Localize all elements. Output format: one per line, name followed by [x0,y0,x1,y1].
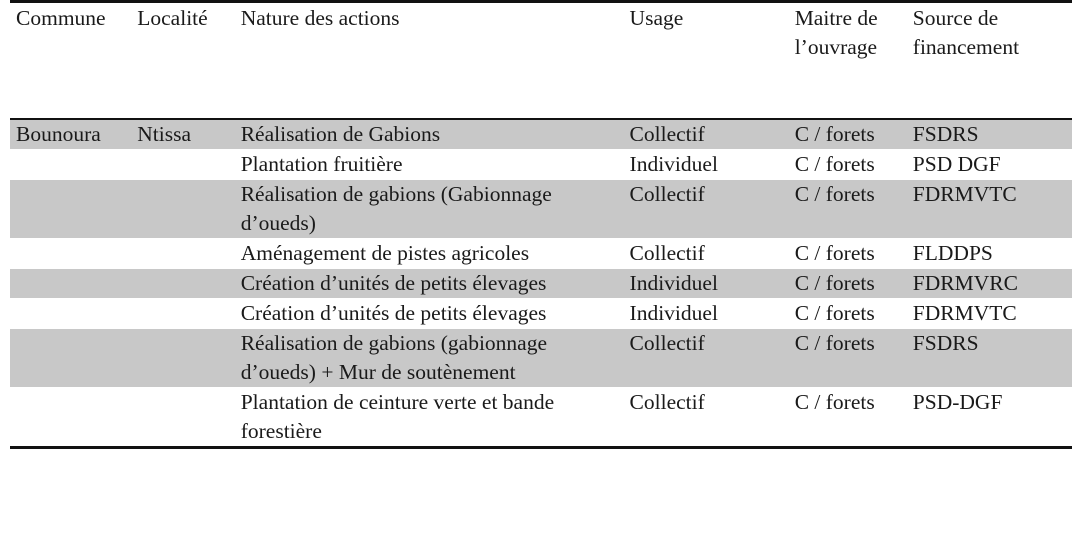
cell-source: FSDRS [907,329,1072,388]
cell-maitre: C / forets [789,269,907,299]
cell-localite: Ntissa [131,119,234,150]
cell-maitre: C / forets [789,180,907,239]
cell-usage: Individuel [624,269,789,299]
cell-usage: Individuel [624,150,789,180]
cell-nature: Création d’unités de petits élevages [235,299,624,329]
cell-commune [10,180,131,239]
cell-nature: Réalisation de Gabions [235,119,624,150]
cell-source: FSDRS [907,119,1072,150]
table-row [10,150,1072,180]
cell-nature: Réalisation de gabions (gabionnage d’oueds) + Mur de soutènement [235,329,624,388]
cell-usage: Individuel [624,299,789,329]
table-row [10,180,1072,239]
header-localite: Localité [131,4,234,119]
cell-maitre: C / forets [789,329,907,388]
cell-usage: Collectif [624,180,789,239]
cell-source: FDRMVTC [907,299,1072,329]
cell-maitre: C / forets [789,299,907,329]
cell-usage: Collectif [624,239,789,269]
cell-commune [10,329,131,388]
cell-nature: Aménagement de pistes agricoles [235,239,624,269]
cell-maitre: C / forets [789,150,907,180]
table-row [10,329,1072,388]
cell-commune [10,299,131,329]
cell-commune [10,388,131,448]
actions-table [10,4,1072,449]
header-source: Source de financement [907,4,1072,119]
cell-localite [131,269,234,299]
cell-commune [10,269,131,299]
cell-localite [131,180,234,239]
header-maitre: Maitre de l’ouvrage [789,4,907,119]
cell-localite [131,299,234,329]
cell-source: PSD DGF [907,150,1072,180]
table-header-row [10,4,1072,119]
cell-nature: Plantation de ceinture verte et bande forestière [235,388,624,448]
cell-nature: Réalisation de gabions (Gabionnage d’oueds) [235,180,624,239]
cell-maitre: C / forets [789,119,907,150]
cell-source: FDRMVTC [907,180,1072,239]
cell-commune [10,150,131,180]
cell-source: FLDDPS [907,239,1072,269]
header-nature: Nature des actions [235,4,624,119]
header-commune: Commune [10,4,131,119]
cell-usage: Collectif [624,329,789,388]
cell-localite [131,150,234,180]
table-top-rule [10,0,1072,3]
table-row [10,299,1072,329]
cell-localite [131,388,234,448]
table-row [10,119,1072,150]
cell-maitre: C / forets [789,388,907,448]
cell-localite [131,329,234,388]
cell-localite [131,239,234,269]
cell-usage: Collectif [624,119,789,150]
cell-usage: Collectif [624,388,789,448]
cell-source: FDRMVRC [907,269,1072,299]
cell-nature: Création d’unités de petits élevages [235,269,624,299]
header-usage: Usage [624,4,789,119]
cell-nature: Plantation fruitière [235,150,624,180]
table-row [10,239,1072,269]
table-row [10,388,1072,448]
cell-commune: Bounoura [10,119,131,150]
cell-commune [10,239,131,269]
cell-maitre: C / forets [789,239,907,269]
cell-source: PSD-DGF [907,388,1072,448]
table-row [10,269,1072,299]
